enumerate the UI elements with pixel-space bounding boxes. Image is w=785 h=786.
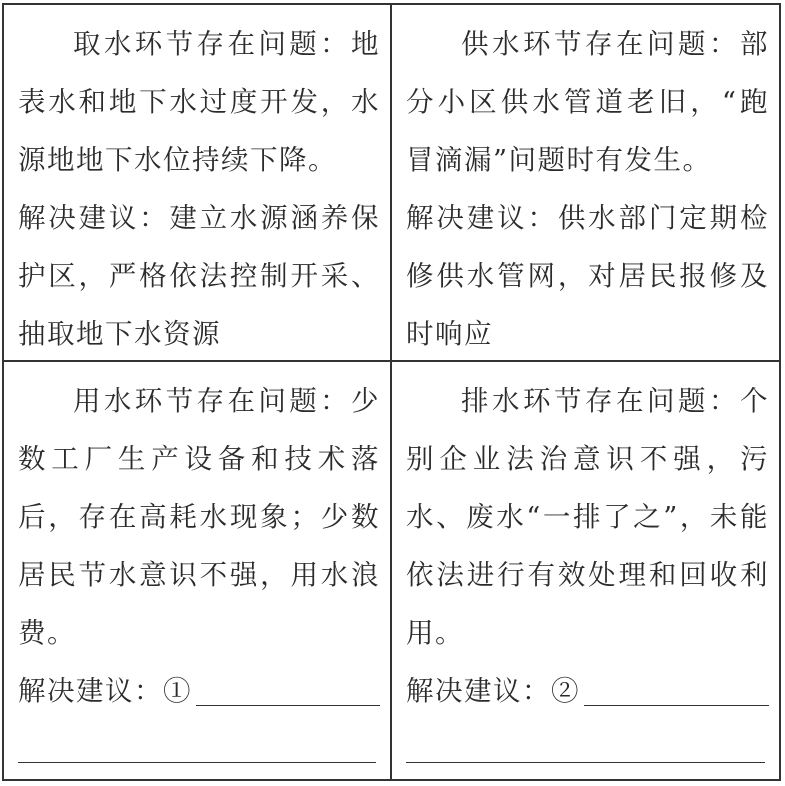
cell-water-drainage: [392, 362, 779, 779]
usage-problem-text: 用水环节存在问题：少数工厂生产设备和技术落后，存在高耗水现象；少数居民节水意识不强，用水浪费。: [18, 385, 380, 649]
intake-problem-text: 取水环节存在问题：地表水和地下水过度开发，水源地地下水位持续下降。: [18, 28, 380, 176]
intake-suggestion-text: 解决建议：建立水源涵养保护区，严格依法控制开采、抽取地下水资源: [18, 202, 380, 350]
drainage-problem-text: 排水环节存在问题：个别企业法治意识不强，污水、废水“一排了之”，未能依法进行有效处理和回收利用。: [406, 385, 769, 649]
answer-blank-1[interactable]: [196, 705, 380, 706]
usage-suggestion-row: [18, 662, 380, 720]
drainage-suggestion-row: [406, 662, 769, 720]
water-issues-table: [2, 3, 781, 781]
drainage-suggestion-label: 解决建议：②: [406, 675, 580, 707]
supply-problem-text: 供水环节存在问题：部分小区供水管道老旧，“跑冒滴漏”问题时有发生。: [406, 28, 769, 176]
cell-water-intake: [4, 5, 392, 362]
answer-blank-1-line-2[interactable]: [18, 762, 376, 763]
cell-water-supply: [392, 5, 779, 362]
usage-suggestion-label: 解决建议：①: [18, 675, 192, 707]
answer-blank-2-line-2[interactable]: [406, 762, 765, 763]
supply-suggestion-text: 解决建议：供水部门定期检修供水管网，对居民报修及时响应: [406, 202, 769, 350]
cell-water-usage: [4, 362, 392, 779]
answer-blank-2[interactable]: [584, 705, 769, 706]
